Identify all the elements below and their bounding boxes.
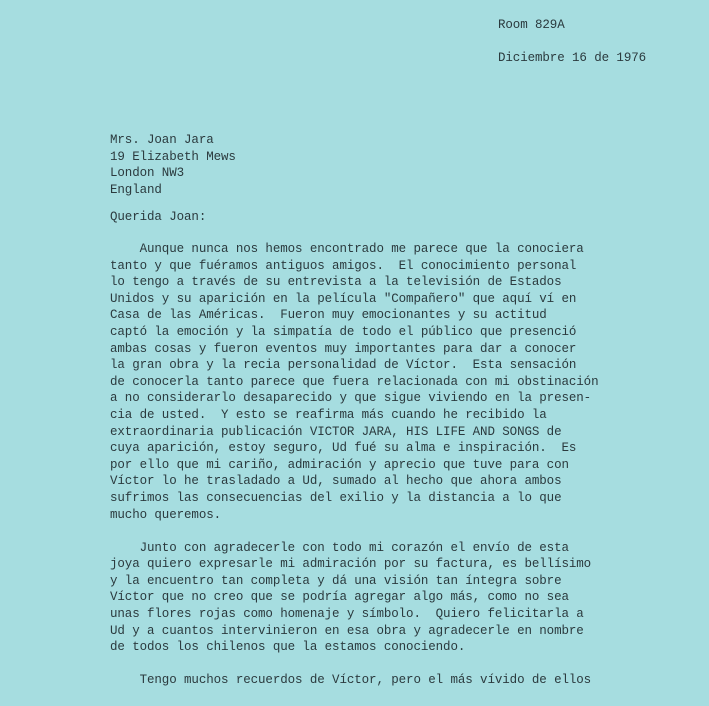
text-line: mucho queremos.	[110, 507, 222, 522]
letter-body	[110, 241, 700, 706]
text-line: Tengo muchos recuerdos de Víctor, pero el más vívido de ellos	[110, 673, 592, 688]
text-line: de conocerla tanto parece que fuera relacionada con mi obstinación	[110, 374, 599, 389]
text-line: de todos los chilenos que la estamos conociendo.	[110, 640, 466, 655]
text-line: joya quiero expresarle mi admiración por su factura, es bellísimo	[110, 557, 592, 572]
room-number: Room 829A	[498, 18, 565, 32]
text-line: y la encuentro tan completa y dá una visión tan íntegra sobre	[110, 573, 562, 588]
text-line: Víctor lo he trasladado a Ud, sumado al hecho que ahora ambos	[110, 474, 562, 489]
text-line: sufrimos las consecuencias del exilio y la distancia a lo que	[110, 490, 562, 505]
recipient-address	[110, 132, 236, 198]
text-line: Aunque nunca nos hemos encontrado me parece que la conociera	[110, 242, 584, 256]
text-line: a no considerarlo desaparecido y que sigue viviendo en la presen-	[110, 391, 592, 406]
text-line: por ello que mi cariño, admiración y aprecio que tuve para con	[110, 457, 569, 472]
text-line: tanto y que fuéramos antiguos amigos. El conocimiento personal	[110, 258, 577, 273]
text-line: lo tengo a través de su entrevista a la televisión de Estados	[110, 275, 562, 290]
address-line: London NW3	[110, 166, 185, 181]
text-line: unas flores rojas como homenaje y símbolo. Quiero felicitarla a	[110, 607, 584, 622]
text-line: Ud y a cuantos intervinieron en esa obra y agradecerle en nombre	[110, 623, 584, 638]
text-line: Casa de las Américas. Fueron muy emocionantes y su actitud	[110, 308, 547, 323]
address-line: England	[110, 182, 162, 197]
text-line: Junto con agradecerle con todo mi corazón el envío de esta	[110, 540, 569, 555]
letter-paragraph	[110, 540, 700, 656]
salutation: Querida Joan:	[110, 210, 207, 224]
address-line: Mrs. Joan Jara	[110, 133, 214, 147]
letter-date: Diciembre 16 de 1976	[498, 51, 647, 65]
text-line: Unidos y su aparición en la película "Compañero" que aquí ví en	[110, 291, 577, 306]
address-line: 19 Elizabeth Mews	[110, 149, 236, 164]
text-line: cia de usted. Y esto se reafirma más cuando he recibido la	[110, 407, 547, 422]
text-line: ambas cosas y fueron eventos muy importantes para dar a conocer	[110, 341, 577, 356]
letter-paragraph	[110, 241, 700, 523]
text-line: la gran obra y la recia personalidad de Víctor. Esta sensación	[110, 358, 577, 373]
text-line: extraordinaria publicación VICTOR JARA, HIS LIFE AND SONGS de	[110, 424, 562, 439]
text-line: Víctor que no creo que se podría agregar algo más, como no sea	[110, 590, 569, 605]
text-line: cuya aparición, estoy seguro, Ud fué su alma e inspiración. Es	[110, 441, 577, 456]
text-line: captó la emoción y la simpatía de todo el público que presenció	[110, 324, 577, 339]
